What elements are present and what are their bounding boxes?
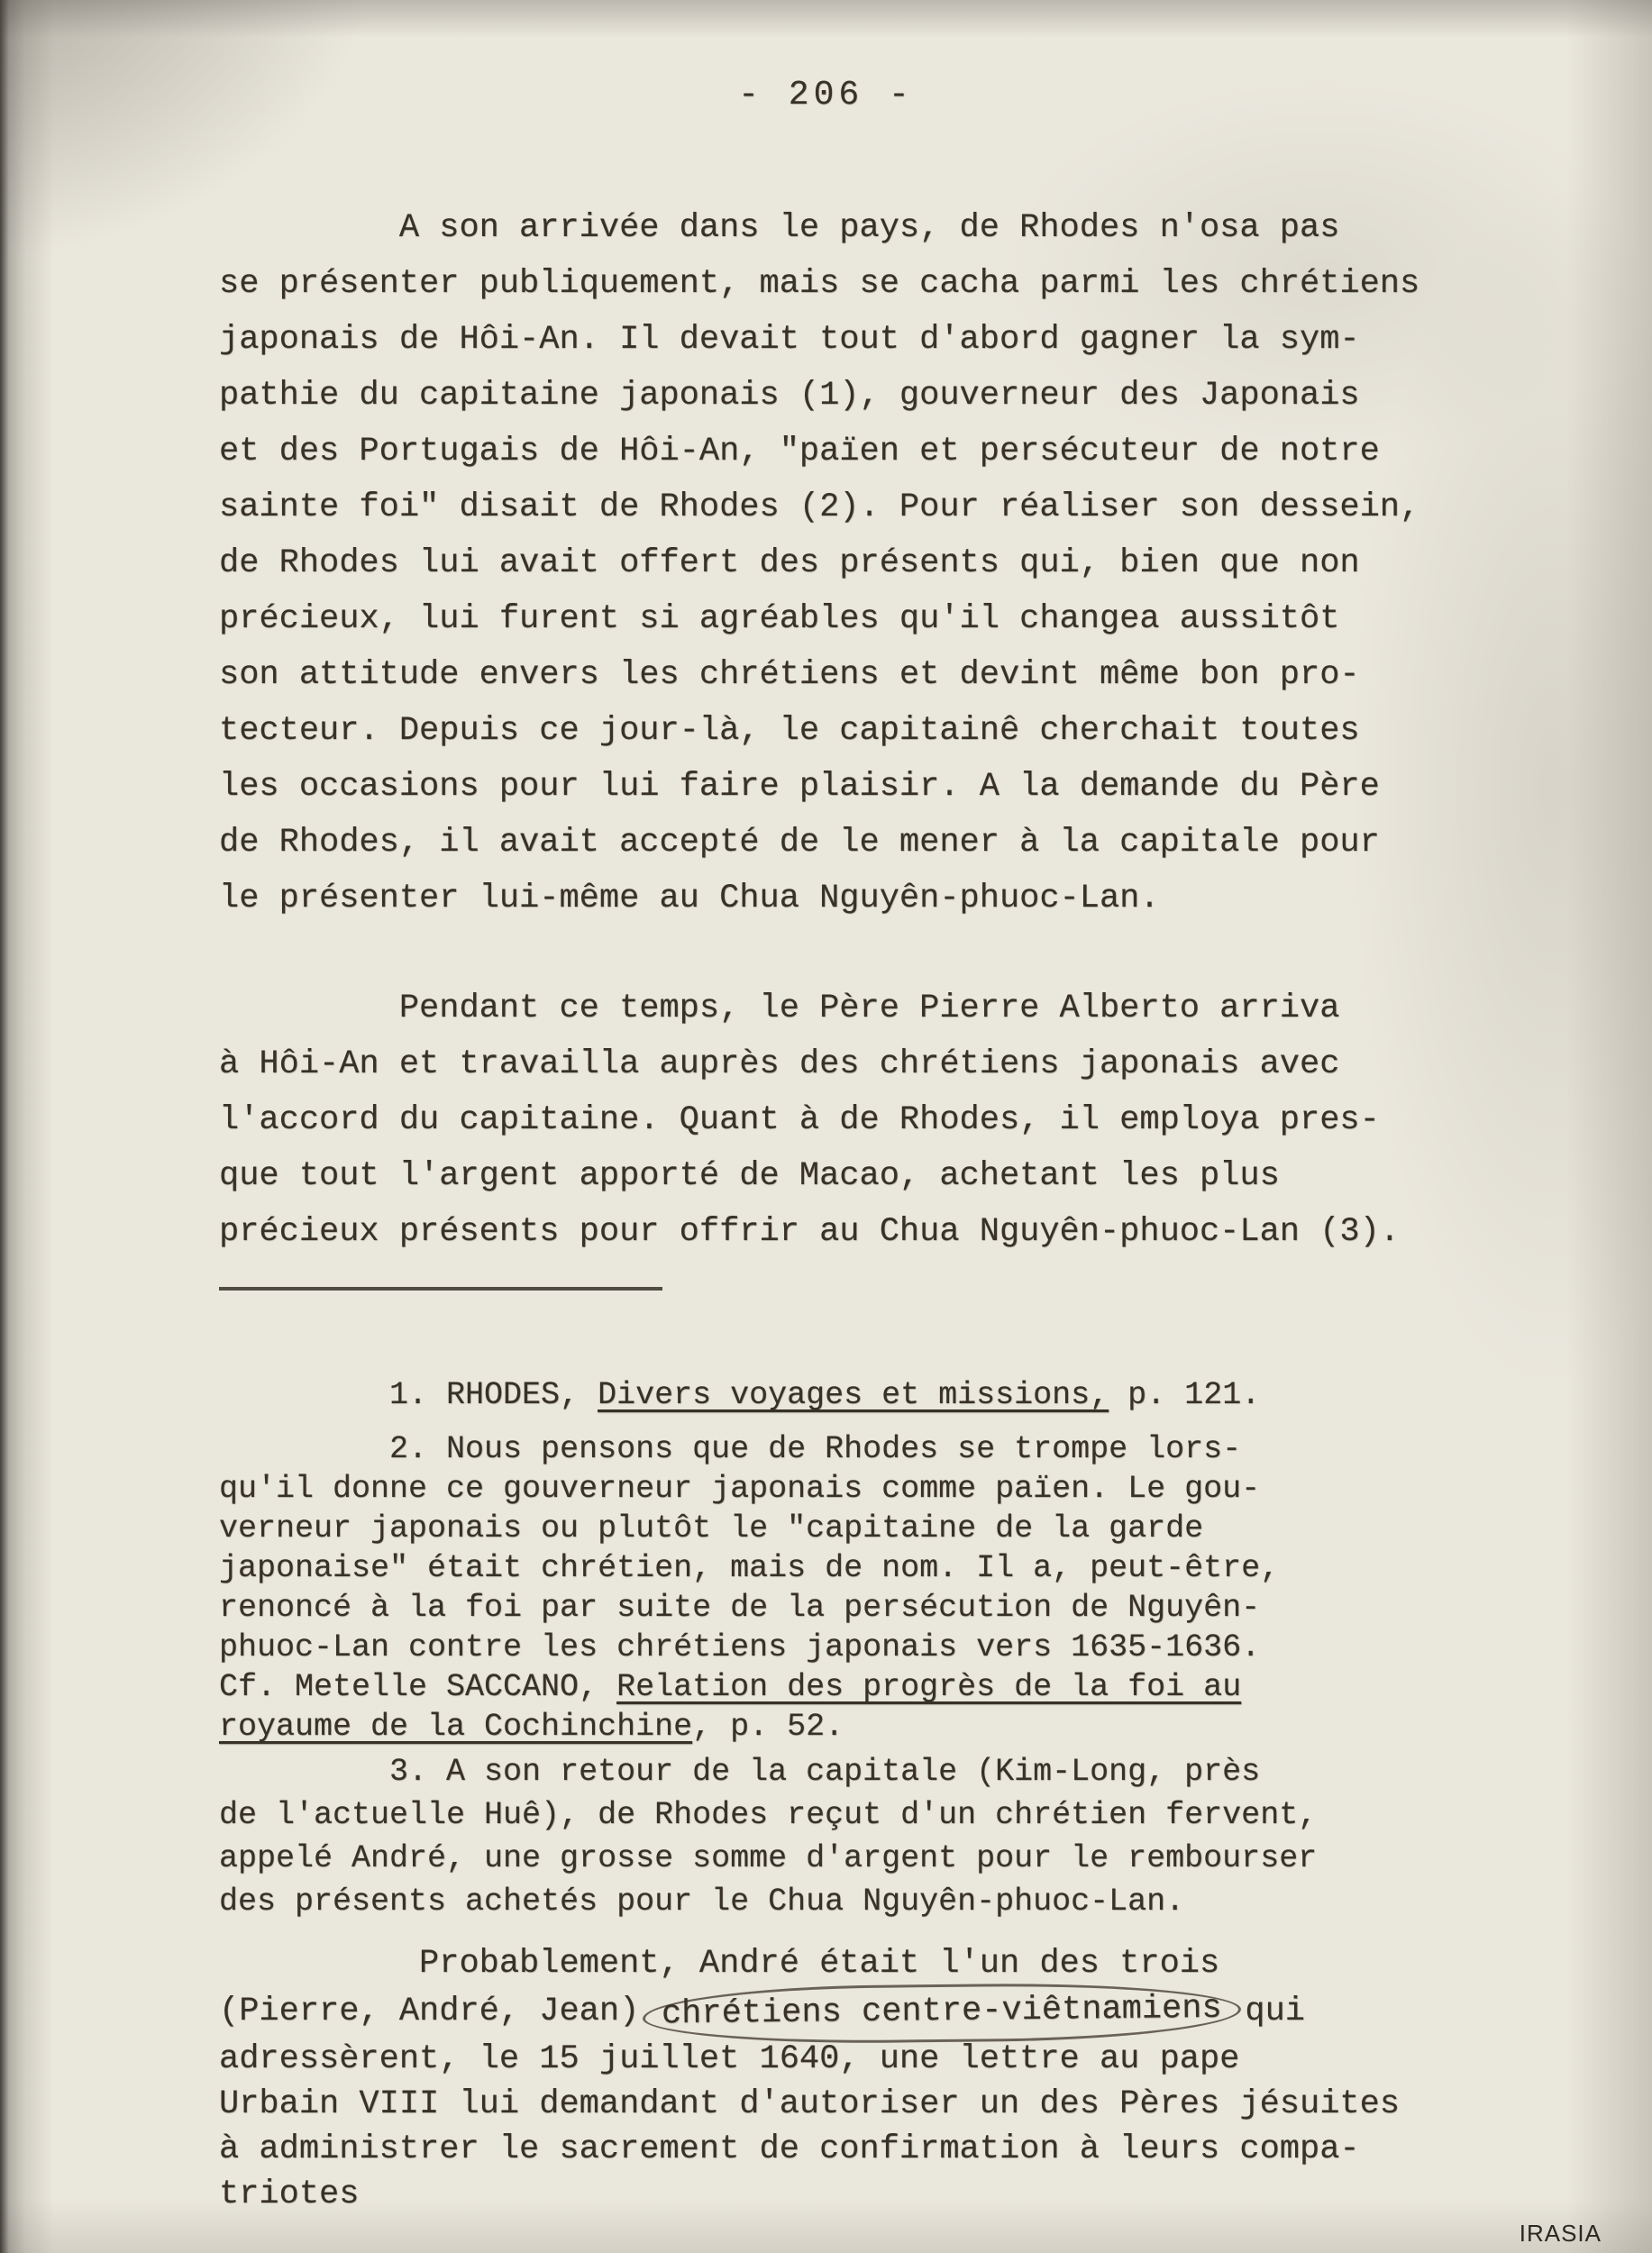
text-segment: que tout l'argent apporté de Macao, achetant les plus [219,1157,1280,1195]
text-line [219,1941,1535,1986]
text-line [219,1092,1535,1148]
text-segment: de Rhodes, il avait accepté de le mener à la capitale pour [219,824,1380,862]
text-line [219,1204,1535,1260]
text-line [219,200,1535,256]
text-line [219,1509,1535,1548]
text-segment: 1. RHODES, [219,1377,598,1413]
closing-paragraph [219,1941,1535,2217]
text-line [219,2037,1535,2082]
text-segment: appelé André, une grosse somme d'argent pour le rembourser [219,1840,1318,1876]
text-line [219,1667,1535,1707]
text-line [219,1588,1535,1628]
text-line [219,1986,1535,2037]
text-line [219,2127,1535,2172]
text-segment: à administrer le sacrement de confirmation à leurs compa- [219,2130,1360,2168]
text-line [219,256,1535,312]
text-line [219,1373,1535,1417]
footnote-2 [219,1429,1535,1747]
text-line [219,2082,1535,2127]
text-line [219,1429,1535,1469]
footnote-3 [219,1750,1535,1923]
text-line [219,1750,1535,1793]
underlined-title-text: Relation des progrès de la foi au [616,1669,1242,1705]
text-line [219,1548,1535,1588]
text-line [219,1628,1535,1667]
text-line [219,703,1535,759]
text-segment: , p. 52. [692,1709,844,1745]
text-segment: Cf. Metelle SACCANO, [219,1669,617,1705]
text-segment: triotes [219,2175,360,2213]
text-segment: de l'actuelle Huê), de Rhodes reçut d'un chrétien fervent, [219,1797,1318,1833]
text-segment: tecteur. Depuis ce jour-là, le capitainê cherchait toutes [219,712,1360,750]
text-segment: son attitude envers les chrétiens et devint même bon pro- [219,656,1360,694]
text-line [219,479,1535,535]
page-number: - 206 - [738,76,914,114]
text-segment: japonais de Hôi-An. Il devait tout d'abord gagner la sym- [219,321,1360,359]
watermark-label: IRASIA [1519,2220,1602,2247]
underlined-title-text: royaume de la Cochinchine [219,1709,693,1745]
paragraph-1 [219,200,1535,926]
text-line [219,871,1535,926]
text-segment: Pendant ce temps, le Père Pierre Alberto arriva [219,990,1340,1027]
text-segment: verneur japonais ou plutôt le "capitaine de la garde [219,1510,1204,1546]
page-content [219,200,1535,2217]
text-line [219,981,1535,1036]
text-segment: Probablement, André était l'un des trois [219,1945,1220,1983]
text-segment: 2. Nous pensons que de Rhodes se trompe lors- [219,1431,1242,1467]
text-segment: sainte foi" disait de Rhodes (2). Pour réaliser son dessein, [219,488,1420,526]
footnote-separator-rule [219,1287,662,1291]
text-segment: adressèrent, le 15 juillet 1640, une lettre au pape [219,2040,1240,2078]
paragraph-2 [219,981,1535,1260]
text-segment: se présenter publiquement, mais se cacha parmi les chrétiens [219,265,1420,303]
text-segment: japonaise" était chrétien, mais de nom. Il a, peut-être, [219,1550,1280,1586]
text-segment: pathie du capitaine japonais (1), gouverneur des Japonais [219,377,1360,415]
text-segment: précieux, lui furent si agréables qu'il changea aussitôt [219,600,1340,638]
text-line [219,368,1535,424]
text-line [219,424,1535,479]
text-segment: et des Portugais de Hôi-An, "païen et persécuteur de notre [219,433,1380,470]
text-segment: A son arrivée dans le pays, de Rhodes n'osa pas [219,209,1340,247]
text-line [219,2172,1535,2217]
text-line [219,1148,1535,1204]
footnote-1 [219,1373,1535,1417]
underlined-title-text: Divers voyages et missions, [598,1377,1109,1413]
text-segment: qu'il donne ce gouverneur japonais comme païen. Le gou- [219,1471,1261,1507]
text-line [219,535,1535,591]
text-line [219,591,1535,647]
text-segment: phuoc-Lan contre les chrétiens japonais vers 1635-1636. [219,1629,1261,1665]
text-line [219,1837,1535,1880]
text-line [219,759,1535,815]
text-segment: des présents achetés pour le Chua Nguyên-phuoc-Lan. [219,1884,1185,1920]
text-line [219,1036,1535,1092]
text-segment: Urbain VIII lui demandant d'autoriser un des Pères jésuites [219,2085,1401,2123]
text-segment: l'accord du capitaine. Quant à de Rhodes, il employa pres- [219,1101,1380,1139]
text-segment: les occasions pour lui faire plaisir. A la demande du Père [219,768,1380,806]
text-line [219,1469,1535,1509]
text-line [219,1707,1535,1747]
text-segment: 3. A son retour de la capitale (Kim-Long, près [219,1754,1261,1790]
text-segment: précieux présents pour offrir au Chua Nguyên-phuoc-Lan (3). [219,1213,1401,1251]
annotation-circled-text: chrétiens centre-viêtnamiens [643,1982,1241,2046]
text-segment: à Hôi-An et travailla auprès des chrétiens japonais avec [219,1045,1340,1083]
text-segment: de Rhodes lui avait offert des présents qui, bien que non [219,544,1360,582]
text-segment: (Pierre, André, Jean) [219,1993,660,2030]
text-segment: qui [1225,1993,1306,2030]
text-line [219,647,1535,703]
text-line [219,815,1535,871]
text-segment: renoncé à la foi par suite de la persécution de Nguyên- [219,1590,1261,1626]
text-segment: p. 121. [1109,1377,1261,1413]
text-line [219,312,1535,368]
text-line [219,1793,1535,1837]
text-segment: le présenter lui-même au Chua Nguyên-phuoc-Lan. [219,880,1160,917]
text-line [219,1880,1535,1923]
